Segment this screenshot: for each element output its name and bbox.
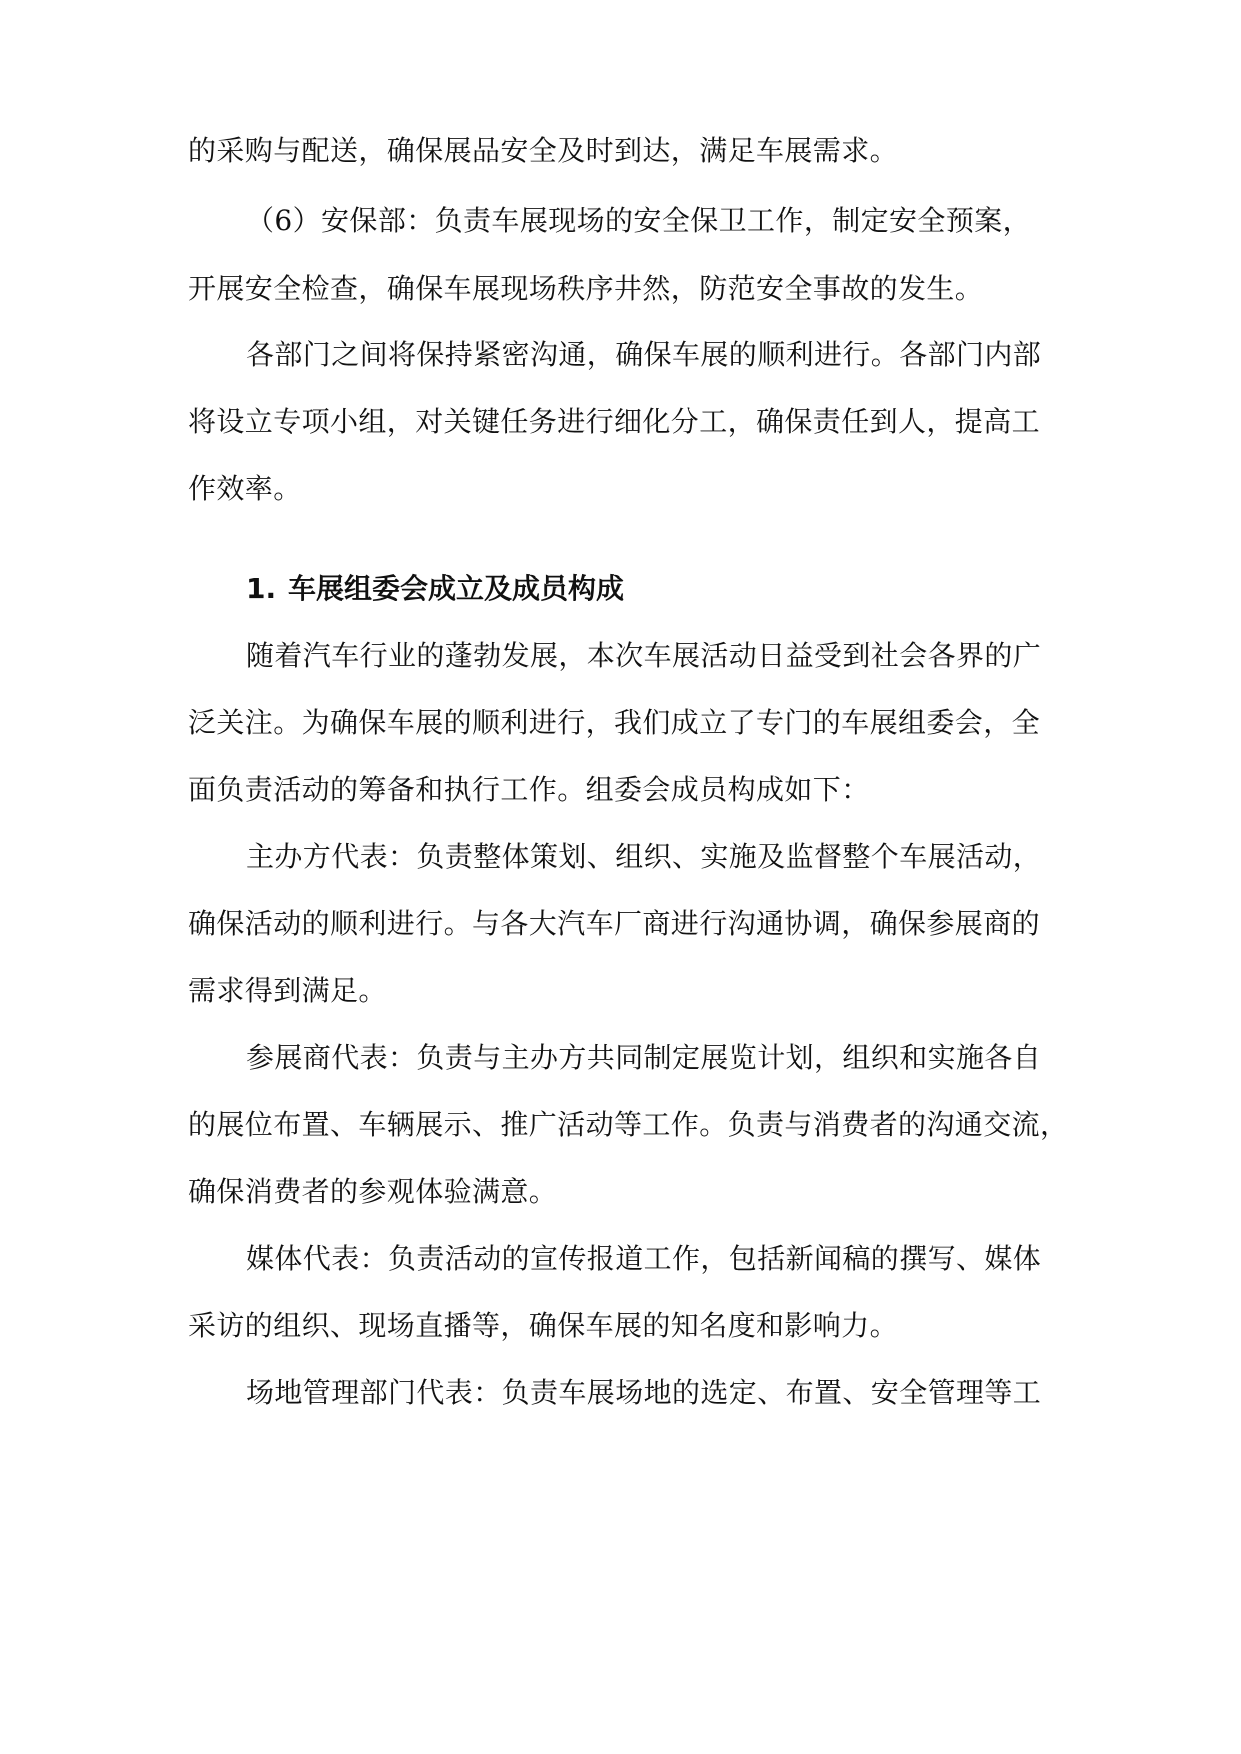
paragraph-line: 确保活动的顺利进行。与各大汽车厂商进行沟通协调，确保参展商的 (188, 907, 1041, 940)
paragraph-line: 各部门之间将保持紧密沟通，确保车展的顺利进行。各部门内部 (246, 338, 1042, 371)
paragraph-line: 的采购与配送，确保展品安全及时到达，满足车展需求。 (188, 134, 899, 167)
paragraph-line: 确保消费者的参观体验满意。 (188, 1175, 558, 1208)
paragraph-line: 场地管理部门代表：负责车展场地的选定、布置、安全管理等工 (246, 1376, 1042, 1409)
paragraph-line: 将设立专项小组，对关键任务进行细化分工，确保责任到人，提高工 (188, 405, 1041, 438)
paragraph-line: 媒体代表：负责活动的宣传报道工作，包括新闻稿的撰写、媒体 (246, 1242, 1042, 1275)
section-title: 车展组委会成立及成员构成 (288, 572, 625, 605)
paragraph-line: 采访的组织、现场直播等，确保车展的知名度和影响力。 (188, 1309, 899, 1342)
section-number: 1. (246, 572, 277, 605)
paragraph-line: 作效率。 (188, 472, 302, 505)
paragraph-line: 面负责活动的筹备和执行工作。组委会成员构成如下： (188, 773, 870, 806)
paragraph-line: 参展商代表：负责与主办方共同制定展览计划，组织和实施各自 (246, 1041, 1042, 1074)
paragraph-line: （6）安保部：负责车展现场的安全保卫工作，制定安全预案， (246, 204, 1032, 237)
paragraph-line: 开展安全检查，确保车展现场秩序井然，防范安全事故的发生。 (188, 272, 984, 305)
paragraph-line: 泛关注。为确保车展的顺利进行，我们成立了专门的车展组委会，全 (188, 706, 1041, 739)
paragraph-line: 随着汽车行业的蓬勃发展，本次车展活动日益受到社会各界的广 (246, 639, 1042, 672)
paragraph-line: 的展位布置、车辆展示、推广活动等工作。负责与消费者的沟通交流， (188, 1108, 1069, 1141)
section-heading (246, 572, 624, 606)
paragraph-line: 需求得到满足。 (188, 974, 387, 1007)
paragraph-line: 主办方代表：负责整体策划、组织、实施及监督整个车展活动， (246, 840, 1042, 873)
